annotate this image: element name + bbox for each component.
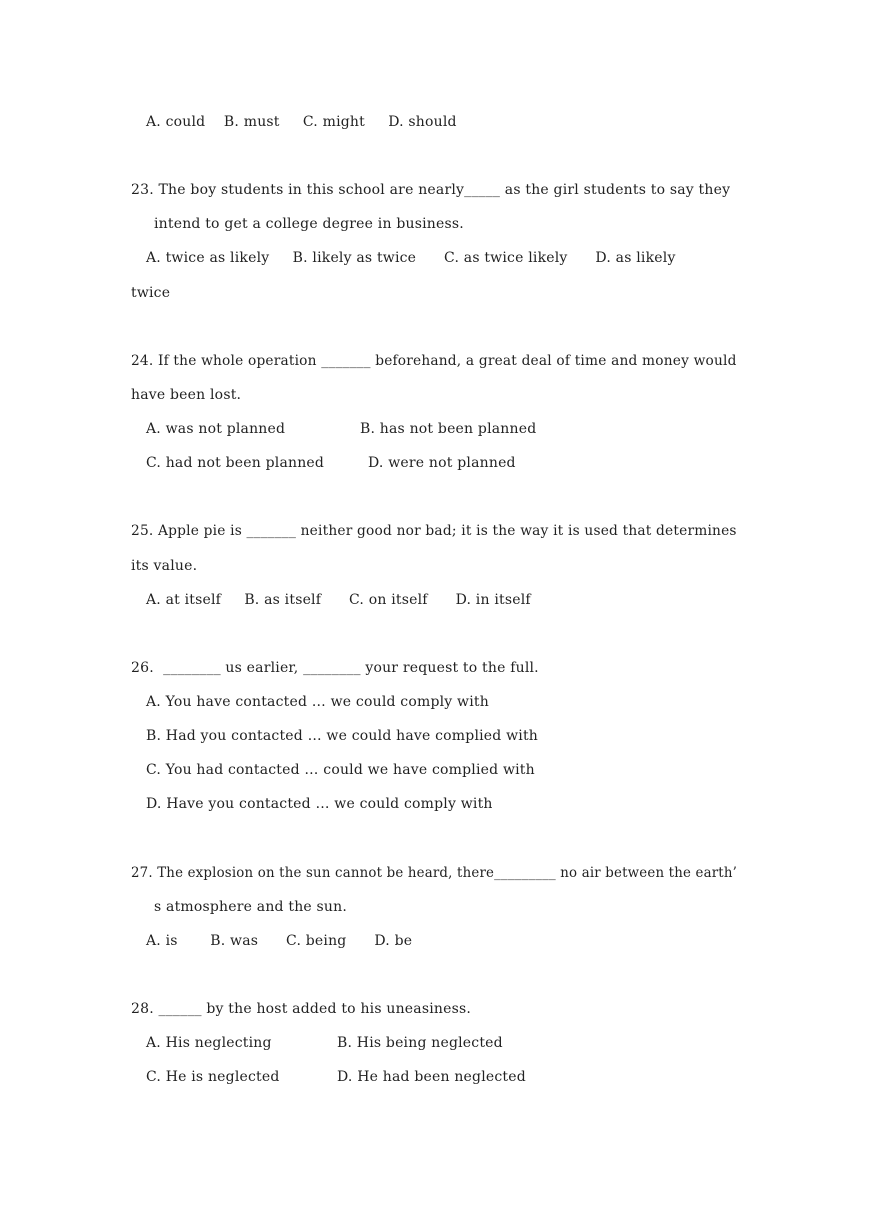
q23-options: A. twice as likely B. likely as twice C. as twice likely D. as likely	[146, 250, 676, 266]
q25-stem: 25. Apple pie is _______ neither good nor bad; it is the way it is used that determines	[131, 523, 737, 539]
q25-stem-cont: its value.	[131, 558, 198, 574]
q25-options: A. at itself B. as itself C. on itself D. in itself	[146, 592, 531, 608]
q23-stem-cont: intend to get a college degree in business.	[154, 216, 464, 232]
q27-options: A. is B. was C. being D. be	[146, 933, 413, 949]
q24-option-a: A. was not planned	[146, 421, 286, 437]
q26-option-c: C. You had contacted … could we have complied with	[146, 762, 535, 778]
q23-stem: 23. The boy students in this school are nearly_____ as the girl students to say they	[131, 182, 731, 198]
q27-stem-cont: s atmosphere and the sun.	[154, 899, 348, 915]
q26-option-d: D. Have you contacted … we could comply with	[146, 796, 493, 812]
q23-options-cont: twice	[131, 285, 171, 301]
q26-stem: 26. ________ us earlier, ________ your request to the full.	[131, 660, 539, 676]
q22-options: A. could B. must C. might D. should	[146, 114, 457, 130]
q28-option-b: B. His being neglected	[337, 1035, 503, 1051]
q27-stem: 27. The explosion on the sun cannot be heard, there_________ no air between the earth’	[131, 865, 738, 881]
q24-option-d: D. were not planned	[368, 455, 516, 471]
q24-stem: 24. If the whole operation _______ beforehand, a great deal of time and money would	[131, 353, 737, 369]
q28-stem: 28. ______ by the host added to his uneasiness.	[131, 1001, 472, 1017]
q24-option-c: C. had not been planned	[146, 455, 325, 471]
q26-option-a: A. You have contacted … we could comply with	[146, 694, 489, 710]
q28-option-c: C. He is neglected	[146, 1069, 280, 1085]
q26-option-b: B. Had you contacted … we could have complied with	[146, 728, 538, 744]
q24-option-b: B. has not been planned	[360, 421, 537, 437]
q24-stem-cont: have been lost.	[131, 387, 242, 403]
q28-option-a: A. His neglecting	[146, 1035, 272, 1051]
q28-option-d: D. He had been neglected	[337, 1069, 526, 1085]
